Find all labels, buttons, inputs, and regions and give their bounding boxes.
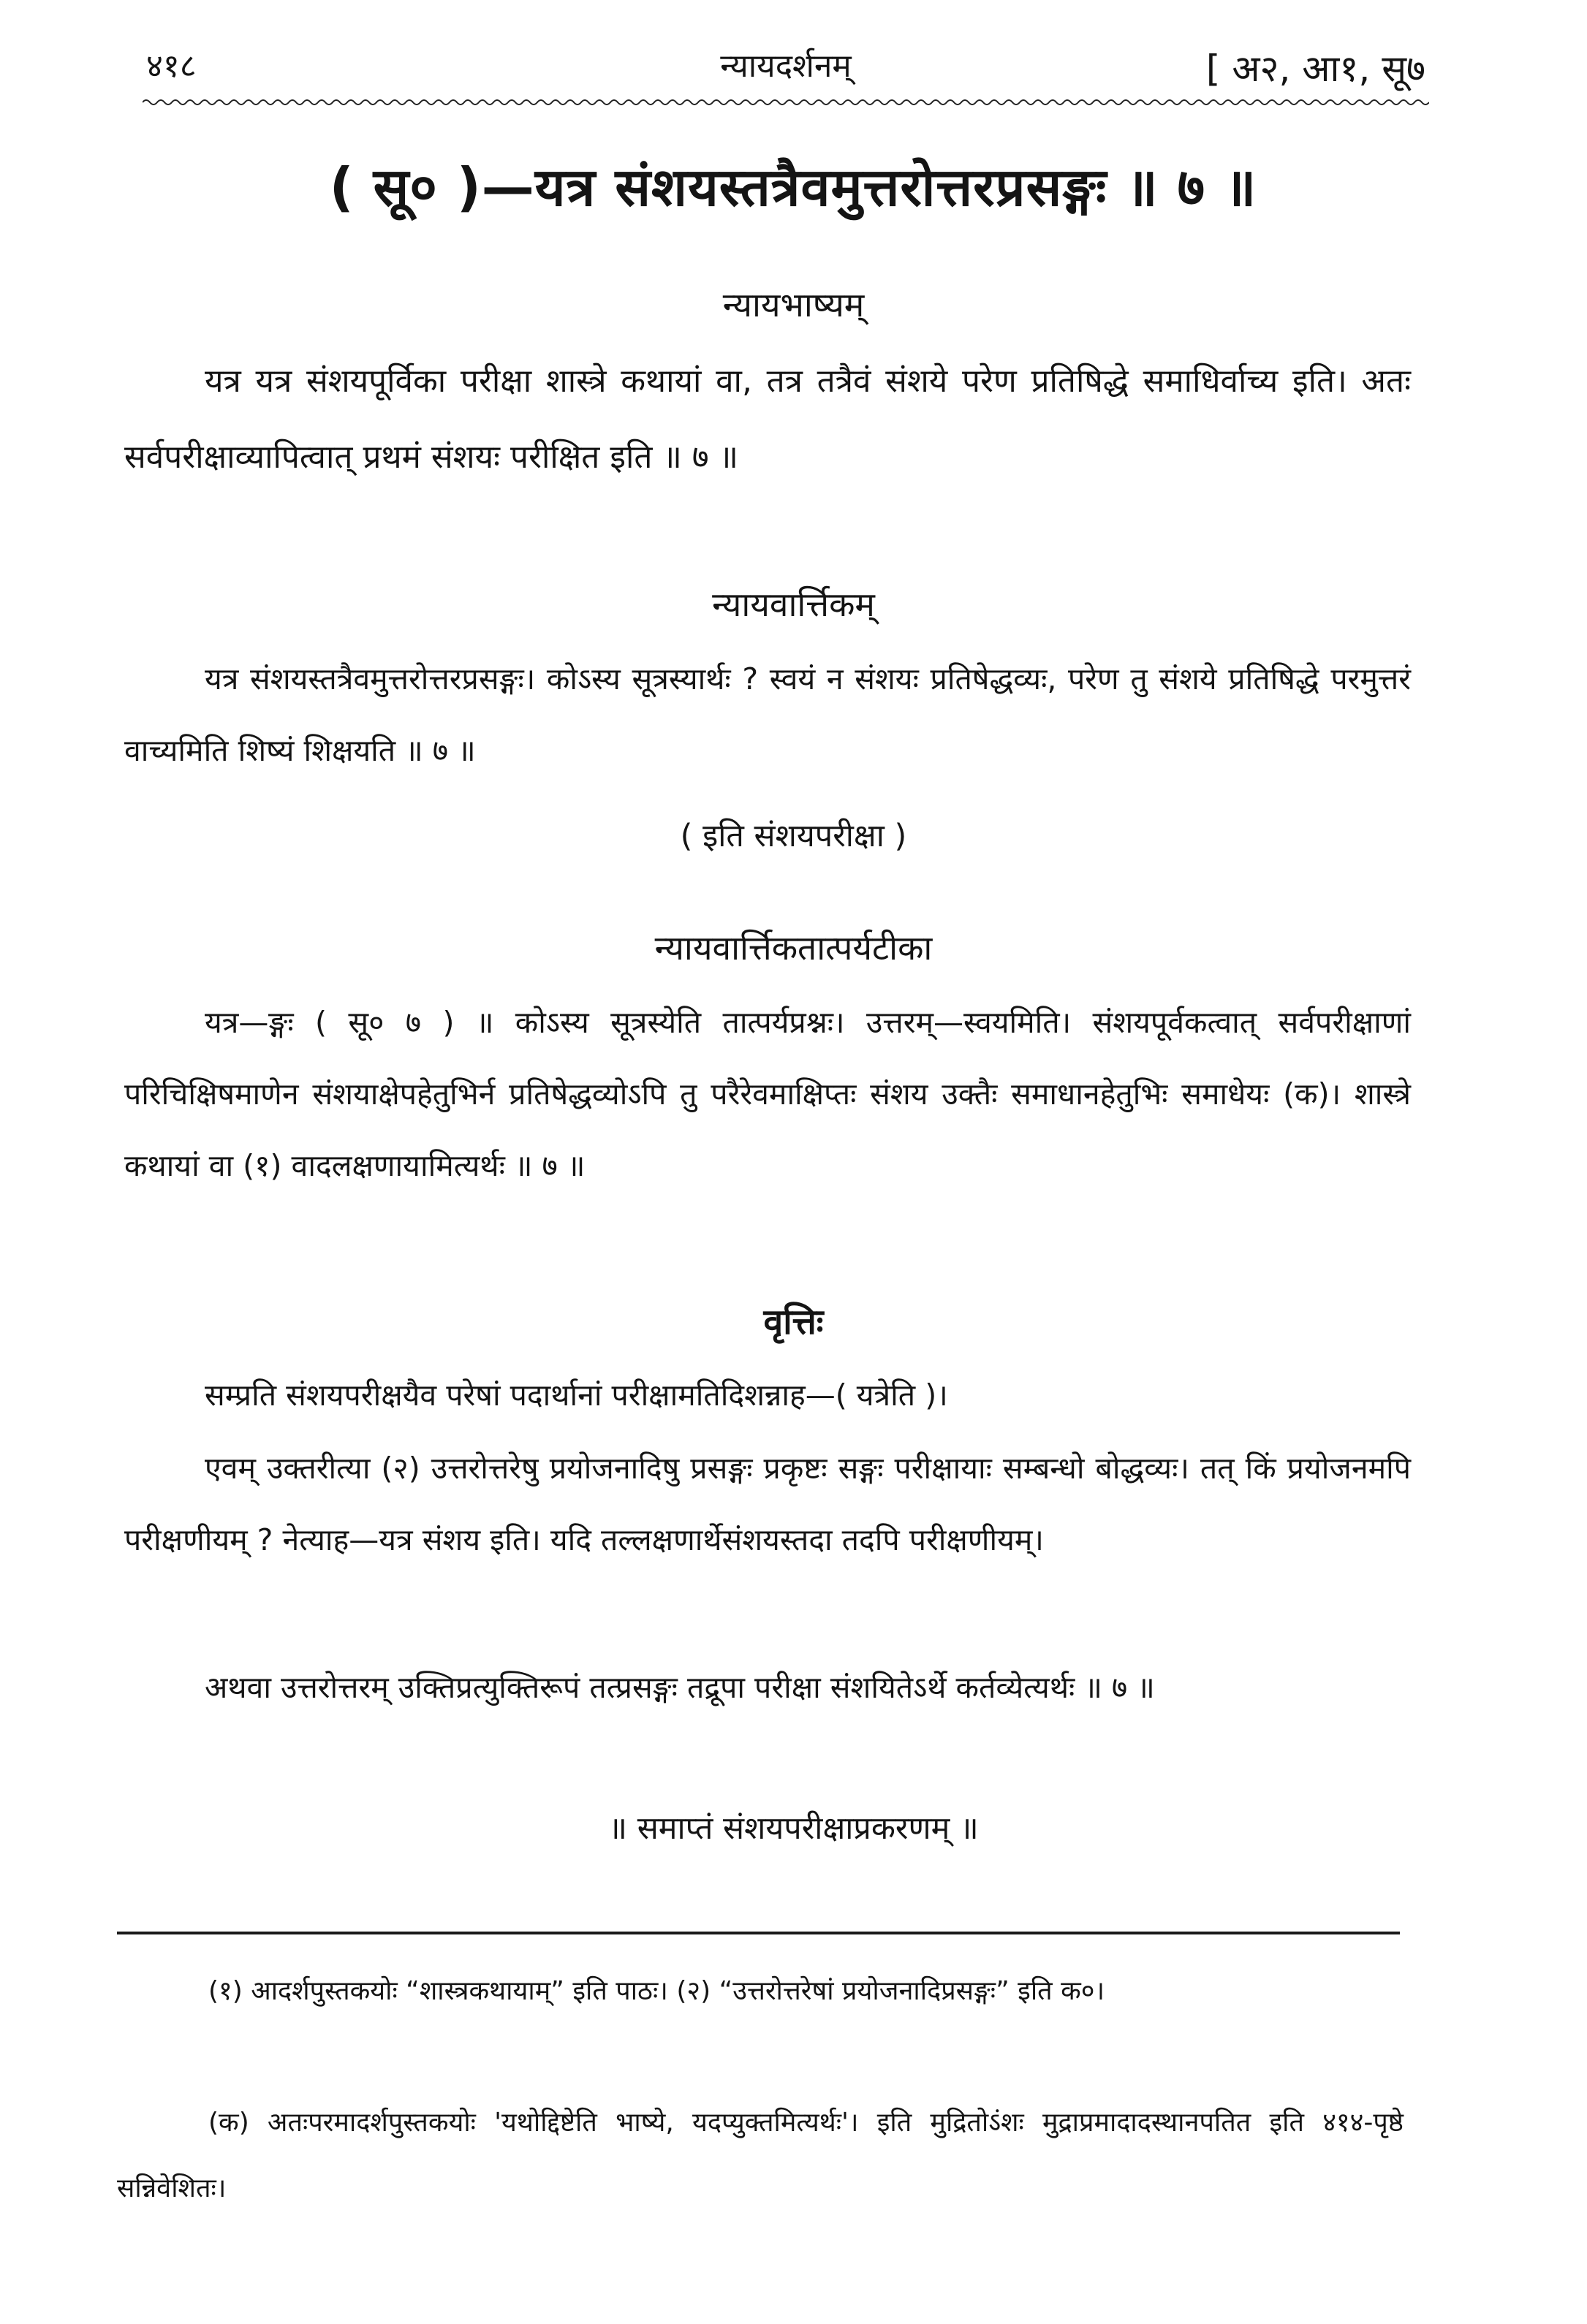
running-head [146,42,1425,94]
vritti-para-3: अथवा उत्तरोत्तरम् उक्तिप्रत्युक्तिरूपं तत्प्रसङ्गः तद्रूपा परीक्षा संशयितेऽर्थे कर्तव्येत्यर्थः ॥ ७ ॥ [205,1670,1155,1705]
footnote-2: (क) अतःपरमादर्शपुस्तकयोः 'यथोद्दिष्टेति भाष्ये, यदप्युक्तमित्यर्थः'। इति मुद्रितोऽंशः मुद्राप्रमादादस्थानपतित इति ४१४-पृष्ठे सन्निवेशितः। [117,2108,1404,2203]
vartika-text: यत्र संशयस्तत्रैवमुत्तरोत्तरप्रसङ्गः। कोऽस्य सूत्रस्यार्थः ? स्वयं न संशयः प्रतिषेद्धव्यः, परेण तु संशये प्रतिषिद्धे परमुत्तरं वाच्यमिति शिष्यं शिक्षयति ॥ ७ ॥ [124,661,1411,768]
vartika-section-end: ( इति संशयपरीक्षा ) [680,818,907,854]
tatparya-title: न्यायवार्त्तिकतात्पर्यटीका [654,928,933,968]
vartika-title: न्यायवार्त्तिकम् [712,585,875,624]
vritti-para-1: सम्प्रति संशयपरीक्षयैव परेषां पदार्थानां परीक्षामतिदिशन्नाह—( यत्रेति )। [205,1378,948,1413]
sutra-heading: ( सू० )—यत्र संशयस्तत्रैवमुत्तरोत्तरप्रसङ्गः ॥ ७ ॥ [329,156,1257,218]
vritti-para-2: एवम् उक्तरीत्या (२) उत्तरोत्तरेषु प्रयोजनादिषु प्रसङ्गः प्रकृष्टः सङ्गः परीक्षायाः सम्बन्धो बोद्धव्यः। तत् किं प्रयोजनमपि परीक्षणीयम् ? नेत्याह—यत्र संशय इति। यदि तल्लक्षणार्थेसंशयस्तदा तदपि परीक्षणीयम्। [124,1451,1411,1557]
running-title: न्यायदर्शनम् [720,48,852,85]
footnote-rule [117,1932,1400,1934]
vritti-title: वृत्तिः [763,1302,824,1343]
footnote-1: (१) आदर्शपुस्तकयोः “शास्त्रकथायाम्” इति पाठः। (२) “उत्तरोत्तरेषां प्रयोजनादिप्रसङ्गः” इति क०। [208,1976,1105,2006]
tatparya-text: यत्र—ङ्गः ( सू० ७ ) ॥ कोऽस्य सूत्रस्येति तात्पर्यप्रश्नः। उत्तरम्—स्वयमिति। संशयपूर्वकत्वात् सर्वपरीक्षाणां परिचिक्षिषमाणेन संशयाक्षेपहेतुभिर्न प्रतिषेद्धव्योऽपि तु परैरेवमाक्षिप्तः संशय उक्तैः समाधानहेतुभिः समाधेयः (क)। शास्त्रे कथायां वा (१) वादलक्षणायामित्यर्थः ॥ ७ ॥ [124,1005,1411,1183]
chapter-reference: [ अ२, आ१, सू७ [1205,48,1425,90]
wavy-header-rule [143,95,1429,110]
bhashya-title: न्यायभाष्यम् [722,285,865,324]
bhashya-text: यत्र यत्र संशयपूर्विका परीक्षा शास्त्रे कथायां वा, तत्र तत्रैवं संशये परेण प्रतिषिद्धे समाधिर्वाच्य इति। अतः सर्वपरीक्षाव्यापित्वात् प्रथमं संशयः परीक्षित इति ॥ ७ ॥ [124,362,1411,476]
section-closing: ॥ समाप्तं संशयपरीक्षाप्रकरणम् ॥ [608,1810,979,1847]
page-number: ४१८ [146,48,197,85]
